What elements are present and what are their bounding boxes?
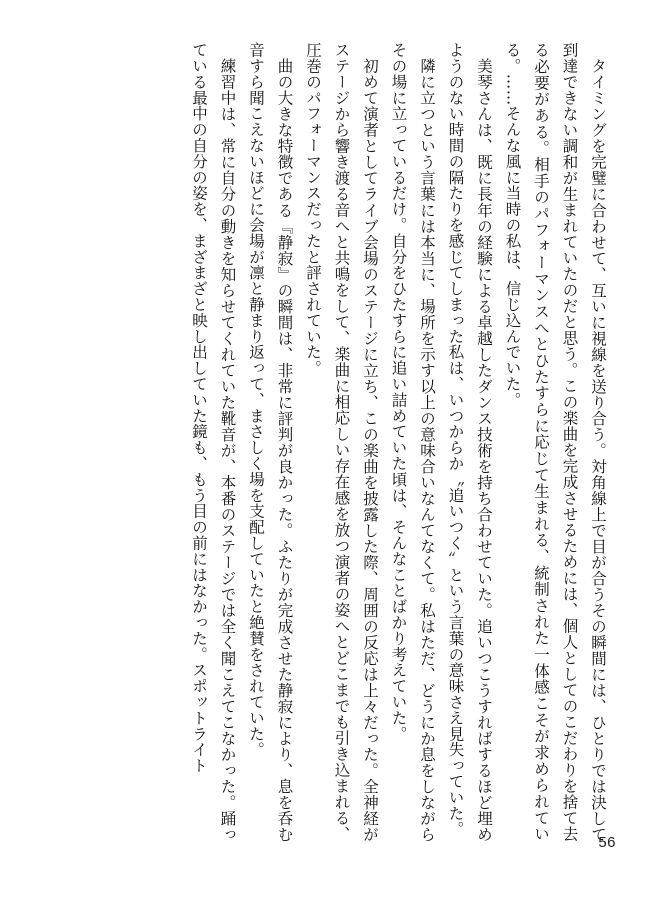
paragraph: タイミングを完璧に合わせて、互いに視線を送り合う。対角線上で目が合うその瞬間には、ひとりでは決して到達できない調和が生まれていたのだと思う。この楽曲を完成させるためには、個人としてのこだわりを捨て去る必要がある。相手のパフォーマンスへとひたすらに応じて生まれる、統制された一体感こそが求められている。……そんな風に当時の私は、信じ込んでいた。 [503, 42, 607, 842]
paragraph: 曲の大きな特徴である『静寂』の瞬間は、非常に評判が良かった。ふたりが完成させた静寂により、息を呑む音すら聞こえないほどに会場が凛と静まり返って、まさしく場を支配していたと絶賛をされていた。 [247, 42, 294, 842]
paragraph: 初めて演者としてライブ会場のステージに立ち、この楽曲を披露した際、周囲の反応は上々だった。全神経がステージから響き渡る音へと共鳴をして、楽曲に相応しい存在感を放つ演者の姿へとどこまでも引き込まれる、圧巻のパフォーマンスだったと評されていた。 [304, 42, 379, 842]
page-number: 56 [598, 834, 616, 851]
paragraph: 美琴さんは、既に長年の経験による卓越したダンス技術を持ち合わせていた。追いつこうすればするほど埋めようのない時間の隔たりを感じてしまった私は、いつからか〝追いつく〟という言葉の意味さえ見失っていた。 [446, 42, 493, 842]
paragraph: 隣に立つという言葉には本当に、場所を示す以上の意味合いなんてなくて。私はただ、どうにか息をしながらその場に立っているだけ。自分をひたすらに追い詰めていた頃は、そんなことばかり考えていた。 [389, 42, 436, 842]
vertical-text-block [160, 42, 612, 842]
paragraph: 練習中は、常に自分の動きを知らせてくれていた靴音が、本番のステージでは全く聞こえてこなかった。踊っている最中の自分の姿を、まざまざと映し出していた鏡も、もう目の前にはなかった。スポットライト [190, 42, 237, 842]
